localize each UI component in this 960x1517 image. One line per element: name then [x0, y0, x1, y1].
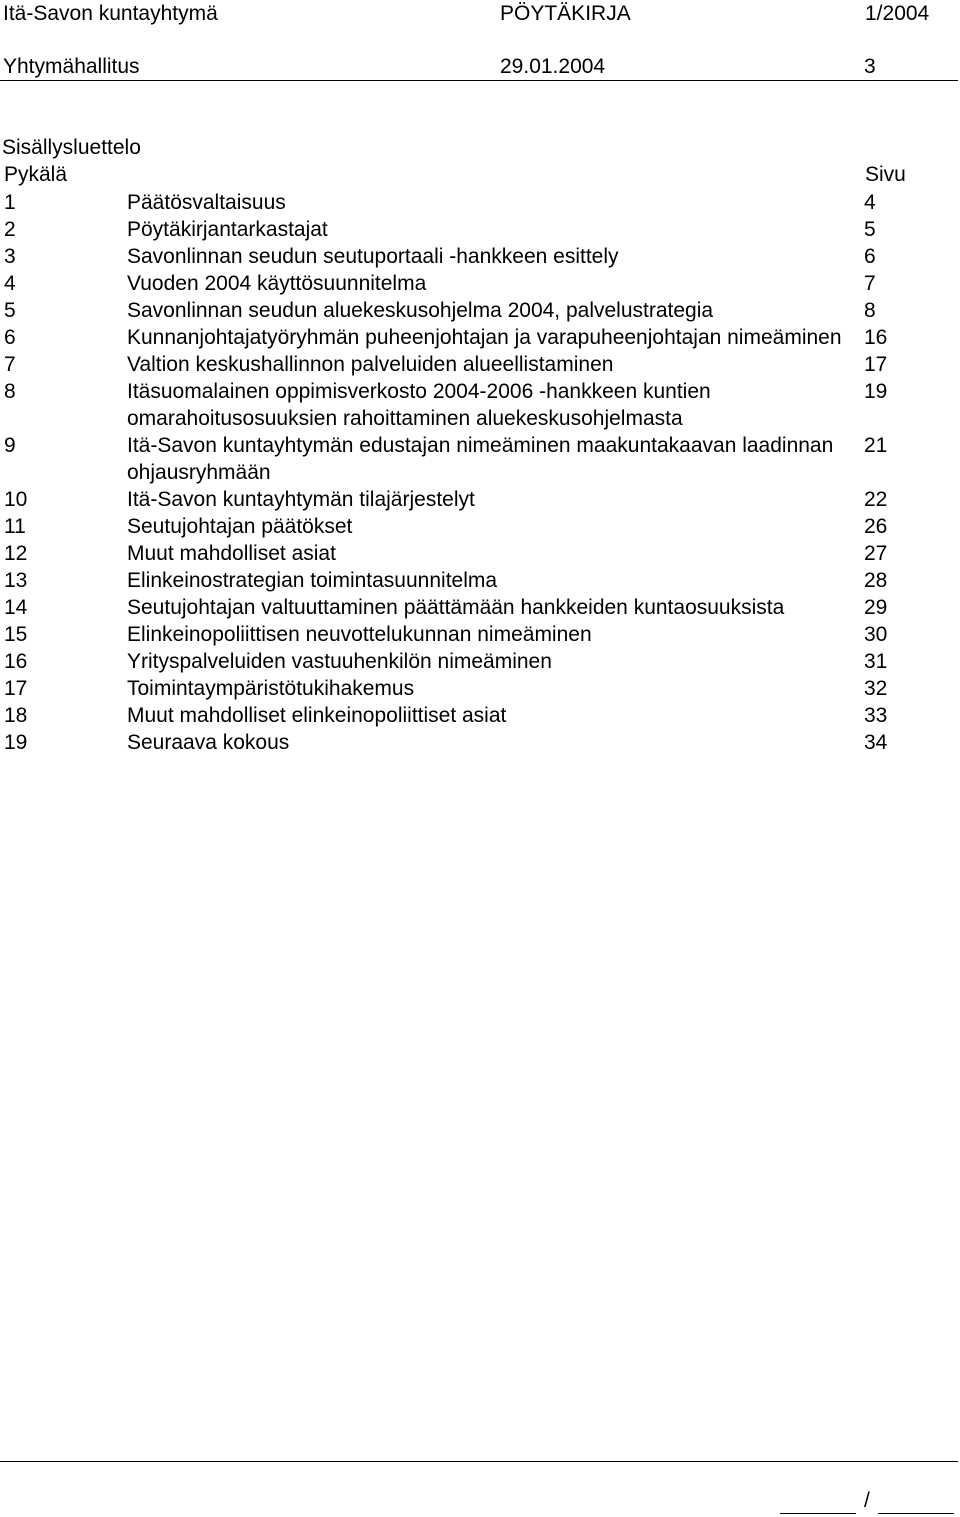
toc-section-title: Toimintaympäristötukihakemus	[127, 677, 415, 700]
toc-section-number: 16	[4, 650, 28, 673]
toc-section-title: Päätösvaltaisuus	[127, 191, 286, 214]
toc-section-title: Elinkeinopoliittisen neuvottelukunnan nimeäminen	[127, 623, 592, 646]
toc-section-number: 11	[4, 515, 26, 538]
toc-section-title: Muut mahdolliset elinkeinopoliittiset asiat	[127, 704, 507, 727]
toc-page-number: 22	[864, 488, 888, 511]
toc-section-title: Savonlinnan seudun seutuportaali -hankkeen esittely	[127, 245, 619, 268]
toc-row	[0, 378, 958, 432]
toc-page-number: 26	[864, 515, 888, 538]
toc-page-number: 17	[864, 353, 888, 376]
footer-divider	[0, 1461, 958, 1462]
header-date: 29.01.2004	[500, 55, 606, 78]
toc-section-title: Muut mahdolliset asiat	[127, 542, 336, 565]
toc-title: Sisällysluettelo	[2, 136, 141, 159]
toc-page-number: 29	[864, 596, 888, 619]
toc-page-number: 8	[864, 299, 876, 322]
toc-page-number: 33	[864, 704, 888, 727]
toc-row	[0, 621, 958, 648]
toc-section-number: 18	[4, 704, 28, 727]
toc-page-number: 21	[864, 434, 888, 457]
toc-section-number: 8	[4, 380, 16, 403]
header-page-number: 3	[864, 55, 876, 78]
header-doc-type: PÖYTÄKIRJA	[500, 2, 631, 25]
toc-section-number: 17	[4, 677, 28, 700]
toc-section-title: Kunnanjohtajatyöryhmän puheenjohtajan ja varapuheenjohtajan nimeäminen	[127, 326, 842, 349]
signature-initials	[780, 1487, 954, 1514]
toc-row	[0, 297, 958, 324]
toc-section-title: Savonlinnan seudun aluekeskusohjelma 2004, palvelustrategia	[127, 299, 714, 322]
toc-column-page: Sivu	[865, 163, 906, 186]
toc-page-number: 27	[864, 542, 888, 565]
toc-section-number: 4	[4, 272, 16, 295]
toc-section-title: Seutujohtajan valtuuttaminen päättämään hankkeiden kuntaosuuksista	[127, 596, 785, 619]
toc-row	[0, 675, 958, 702]
toc-column-section: Pykälä	[4, 163, 68, 186]
header-doc-number: 1/2004	[865, 2, 930, 25]
toc-section-number: 9	[4, 434, 16, 457]
toc-section-number: 15	[4, 623, 28, 646]
toc-page-number: 30	[864, 623, 888, 646]
toc-section-number: 13	[4, 569, 28, 592]
toc-row	[0, 189, 958, 216]
toc-page-number: 6	[864, 245, 876, 268]
toc-row	[0, 486, 958, 513]
toc-row	[0, 270, 958, 297]
toc-section-title: Pöytäkirjantarkastajat	[127, 218, 328, 241]
toc-section-number: 19	[4, 731, 28, 754]
initials-blank-left	[780, 1491, 856, 1514]
toc-section-number: 2	[4, 218, 16, 241]
toc-page-number: 7	[864, 272, 876, 295]
toc-page-number: 28	[864, 569, 888, 592]
toc-row	[0, 702, 958, 729]
toc-section-number: 6	[4, 326, 16, 349]
toc-section-number: 14	[4, 596, 28, 619]
toc-section-number: 1	[4, 191, 16, 214]
toc-page-number: 19	[864, 380, 888, 403]
toc-section-title: Itä-Savon kuntayhtymän tilajärjestelyt	[127, 488, 475, 511]
toc-section-title: Vuoden 2004 käyttösuunnitelma	[127, 272, 427, 295]
toc-page-number: 16	[864, 326, 888, 349]
header-organization: Itä-Savon kuntayhtymä	[3, 2, 218, 25]
toc-row	[0, 216, 958, 243]
toc-section-title: Itä-Savon kuntayhtymän edustajan nimeäminen maakuntakaavan laadinnan ohjausryhmään	[127, 434, 834, 484]
toc-section-title: Valtion keskushallinnon palveluiden alueellistaminen	[127, 353, 614, 376]
toc-page-number: 4	[864, 191, 876, 214]
toc-row	[0, 729, 958, 756]
toc-section-number: 10	[4, 488, 28, 511]
toc-page-number: 34	[864, 731, 888, 754]
toc-section-number: 7	[4, 353, 16, 376]
toc-row	[0, 243, 958, 270]
toc-section-title: Elinkeinostrategian toimintasuunnitelma	[127, 569, 498, 592]
toc-section-title: Seuraava kokous	[127, 731, 290, 754]
toc-row	[0, 567, 958, 594]
toc-section-number: 5	[4, 299, 16, 322]
toc-page-number: 31	[864, 650, 888, 673]
toc-section-title: Seutujohtajan päätökset	[127, 515, 353, 538]
initials-blank-right	[878, 1491, 954, 1514]
header-divider	[0, 80, 958, 81]
initials-separator: /	[864, 1489, 870, 1512]
toc-row	[0, 432, 958, 486]
toc-section-title: Itäsuomalainen oppimisverkosto 2004-2006 -hankkeen kuntien omarahoitusosuuksien rahoittaminen aluekeskusohjelmasta	[127, 380, 711, 430]
toc-row	[0, 648, 958, 675]
toc-row	[0, 324, 958, 351]
toc-page-number: 5	[864, 218, 876, 241]
toc-row	[0, 540, 958, 567]
toc-list	[0, 189, 958, 756]
header-body: Yhtymähallitus	[3, 55, 140, 78]
toc-section-number: 3	[4, 245, 16, 268]
toc-section-title: Yrityspalveluiden vastuuhenkilön nimeäminen	[127, 650, 552, 673]
toc-row	[0, 513, 958, 540]
toc-page-number: 32	[864, 677, 888, 700]
toc-row	[0, 351, 958, 378]
toc-section-number: 12	[4, 542, 28, 565]
toc-row	[0, 594, 958, 621]
